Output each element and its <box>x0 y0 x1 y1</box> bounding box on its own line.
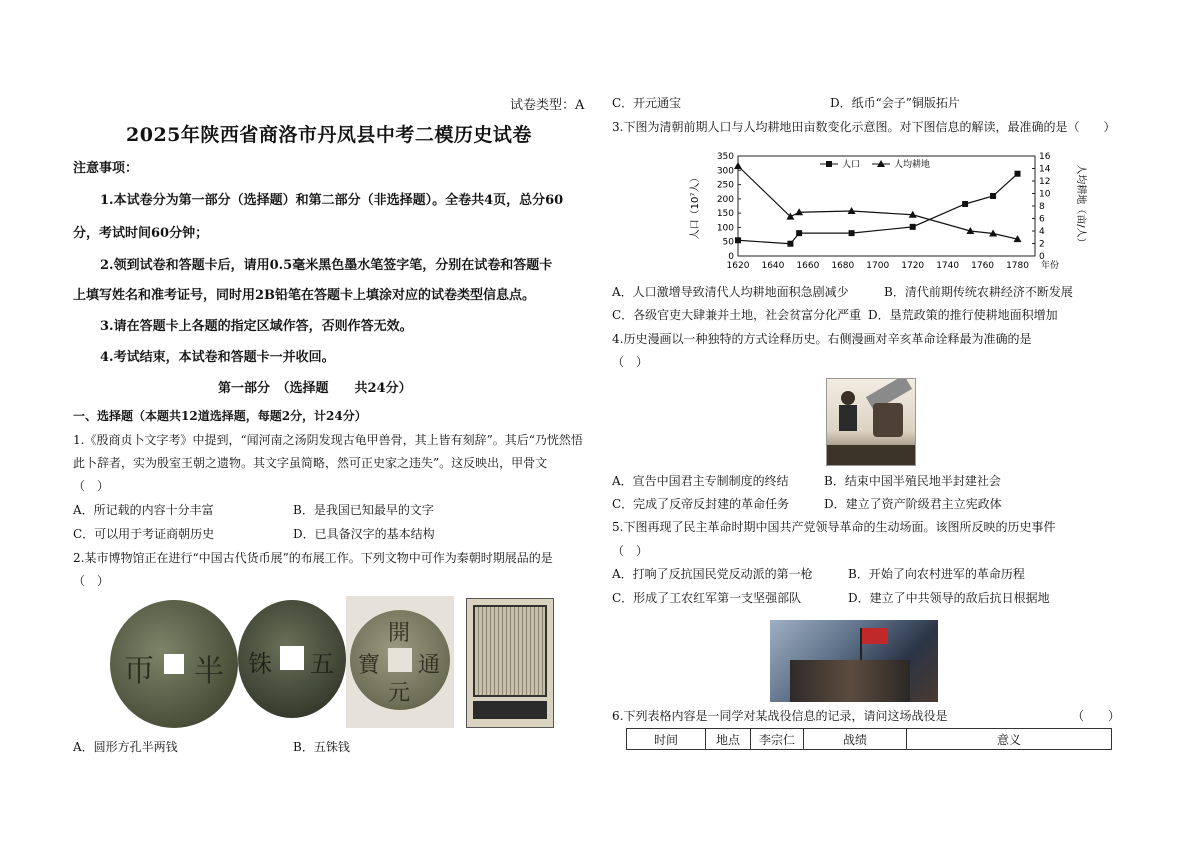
x-tick-label: 1700 <box>866 261 890 271</box>
q5-option-a: A．打响了反抗国民党反动派的第一枪 <box>612 567 813 581</box>
population-farmland-chart <box>680 142 1090 277</box>
left-tick-label: 250 <box>716 180 734 191</box>
table-header-li-zongren: 李宗仁 <box>751 729 804 750</box>
notice-line-4: 上填写姓名和准考证号，同时用2B铅笔在答题卡上填涂对应的试卷类型信息点。 <box>73 288 536 303</box>
series-line-1 <box>738 174 1018 244</box>
table-header-place: 地点 <box>706 729 751 750</box>
left-tick-label: 200 <box>716 194 734 205</box>
x-axis-label: 年份 <box>1041 261 1060 271</box>
q4-option-d: D．建立了资产阶级君主立宪政体 <box>824 497 1002 511</box>
left-tick-label: 50 <box>722 237 734 248</box>
coin-kai-yuan-image: 開 元 寶 通 <box>346 596 454 728</box>
q2-option-c: C．开元通宝 <box>612 96 682 110</box>
population-point <box>787 241 793 247</box>
population-point <box>990 193 996 199</box>
q3-option-d: D．垦荒政策的推行使耕地面积增加 <box>868 308 1058 322</box>
coin-wu-zhu-image: 铢 五 <box>238 600 346 718</box>
q5-option-d: D．建立了中共领导的敌后抗日根据地 <box>848 591 1050 605</box>
right-tick-label: 8 <box>1039 202 1045 212</box>
q1-line-2: 此卜辞者，实为殷室王朝之遗物。其文字虽简略，然可正史家之违失”。这反映出，甲骨文 <box>73 456 548 470</box>
q2-option-a: A．圆形方孔半两钱 <box>73 740 178 754</box>
right-tick-label: 12 <box>1039 177 1051 187</box>
q5-option-b: B．开始了向农村进军的革命历程 <box>848 567 1025 581</box>
left-axis-label: 人口（10⁷人） <box>690 172 701 240</box>
right-tick-label: 0 <box>1039 252 1045 262</box>
q1-line-1: 1.《殷商贞卜文字考》中提到，“闻河南之汤阴发现古龟甲兽骨，其上皆有刻辞”。其后“乃恍然悟 <box>73 433 583 447</box>
exam-title: 2025年陕西省商洛市丹凤县中考二模历史试卷 <box>126 124 532 146</box>
q3-option-c: C．各级官吏大肆兼并土地，社会贫富分化严重 <box>612 308 862 322</box>
q2-option-d: D．纸币“会子”铜版拓片 <box>830 96 960 110</box>
table-header-significance: 意义 <box>907 729 1112 750</box>
q1-line-3: （ ） <box>73 479 110 493</box>
legend-marker-population <box>826 161 832 167</box>
right-tick-label: 6 <box>1039 214 1045 225</box>
notice-line-1: 1.本试卷分为第一部分（选择题）和第二部分（非选择题）。全卷共4页，总分60 <box>100 193 564 208</box>
q6-text: 6.下列表格内容是一同学对某战役信息的记录，请问这场战役是 <box>612 709 948 723</box>
coin-ban-liang-image: 帀 半 <box>110 600 238 728</box>
right-tick-label: 4 <box>1039 227 1045 237</box>
notice-title: 注意事项： <box>73 161 139 176</box>
q4-line-1: 4.历史漫画以一种独特的方式诠释历史。右侧漫画对辛亥革命诠释最为准确的是 <box>612 332 1032 346</box>
population-point <box>910 224 916 230</box>
q4-option-b: B．结束中国半殖民地半封建社会 <box>824 474 1001 488</box>
x-tick-label: 1780 <box>1006 261 1029 271</box>
q2-line-2: （ ） <box>73 574 110 588</box>
left-tick-label: 150 <box>716 209 734 220</box>
x-tick-label: 1640 <box>761 261 785 271</box>
right-axis-label: 人均耕地（亩/人） <box>1075 164 1086 248</box>
q1-option-a: A．所记载的内容十分丰富 <box>73 503 214 517</box>
table-header-record: 战绩 <box>804 729 907 750</box>
notice-line-2: 分，考试时间60分钟； <box>73 226 209 241</box>
paper-money-huizi-image <box>466 598 554 728</box>
q3-option-a: A．人口激增导致清代人均耕地面积急剧减少 <box>612 285 849 299</box>
q5-line-2: （ ） <box>612 544 649 558</box>
population-point <box>962 201 968 207</box>
q3-option-b: B．清代前期传统农耕经济不断发展 <box>884 285 1073 299</box>
q4-option-c: C．完成了反帝反封建的革命任务 <box>612 497 790 511</box>
farmland-point <box>734 162 742 169</box>
left-tick-label: 350 <box>716 152 734 162</box>
population-point <box>849 230 855 236</box>
notice-line-3: 2.领到试卷和答题卡后，请用0.5毫米黑色墨水笔签字笔，分别在试卷和答题卡 <box>100 258 553 273</box>
q1-option-b: B．是我国已知最早的文字 <box>293 503 434 517</box>
table-header-time: 时间 <box>627 729 706 750</box>
x-tick-label: 1720 <box>901 261 925 271</box>
q5-line-1: 5.下图再现了民主革命时期中国共产党领导革命的生动场面。该图所反映的历史事件 <box>612 520 1056 534</box>
right-tick-label: 10 <box>1039 189 1051 200</box>
legend-label-population: 人口 <box>842 160 861 170</box>
left-tick-label: 300 <box>716 166 734 177</box>
q5-option-c: C．形成了工农红军第一支坚强部队 <box>612 591 802 605</box>
q1-option-c: C．可以用于考证商朝历史 <box>73 527 215 541</box>
part1-heading: 第一部分 （选择题 共24分） <box>218 381 412 396</box>
xinhai-cartoon-image <box>826 378 916 466</box>
q2-line-1: 2.某市博物馆正在进行“中国古代货币展”的布展工作。下列文物中可作为秦朝时期展品的是 <box>73 551 553 565</box>
legend-label-farmland: 人均耕地 <box>894 160 931 170</box>
q4-option-a: A．宣告中国君主专制制度的终结 <box>612 474 789 488</box>
q4-line-2: （ ） <box>612 355 649 369</box>
q1-option-d: D．已具备汉字的基本结构 <box>293 527 435 541</box>
x-tick-label: 1740 <box>936 261 960 271</box>
population-point <box>796 230 802 236</box>
population-point <box>1015 171 1021 177</box>
x-tick-label: 1660 <box>796 261 820 271</box>
revolution-painting-image <box>770 620 938 702</box>
x-tick-label: 1680 <box>831 261 855 271</box>
section-heading: 一、选择题（本题共12道选择题，每题2分，计24分） <box>73 409 367 423</box>
right-tick-label: 2 <box>1039 239 1045 250</box>
plot-frame <box>738 156 1035 256</box>
left-tick-label: 0 <box>728 252 734 262</box>
q6-bracket: （ ） <box>1072 709 1121 723</box>
q2-option-b: B．五铢钱 <box>293 740 350 754</box>
notice-line-6: 4.考试结束，本试卷和答题卡一并收回。 <box>100 350 335 365</box>
paper-type: 试卷类型：A <box>510 98 585 113</box>
x-tick-label: 1760 <box>971 261 995 271</box>
table-row <box>627 729 1112 750</box>
right-tick-label: 16 <box>1039 152 1051 162</box>
right-tick-label: 14 <box>1039 164 1051 175</box>
notice-line-5: 3.请在答题卡上各题的指定区域作答，否则作答无效。 <box>100 319 413 334</box>
battle-table <box>626 728 1112 750</box>
x-tick-label: 1620 <box>726 261 750 271</box>
series-line-2 <box>738 166 1018 239</box>
left-tick-label: 100 <box>716 223 734 234</box>
q3-text: 3.下图为清朝前期人口与人均耕地田亩数变化示意图。对下图信息的解读，最准确的是（ ） <box>612 120 1116 134</box>
population-point <box>735 237 741 243</box>
